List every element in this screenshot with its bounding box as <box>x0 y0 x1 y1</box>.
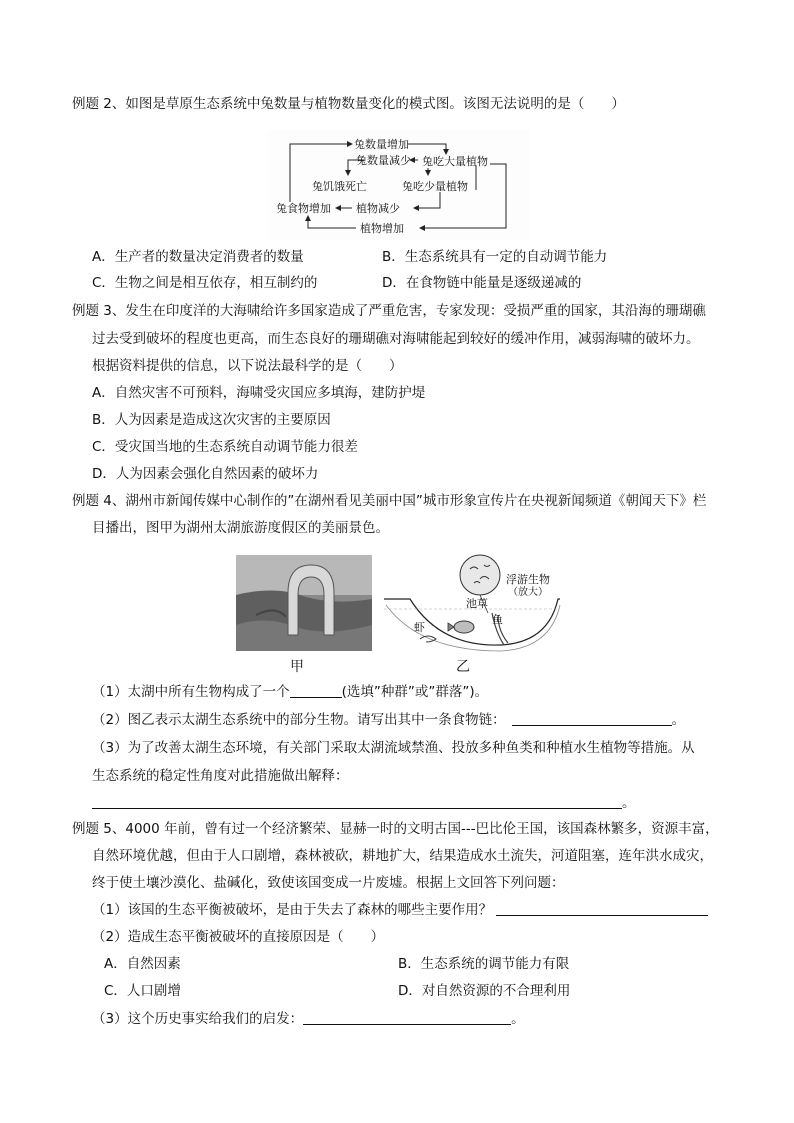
q5-sub2: （2）造成生态平衡被破坏的直接原因是（ ） <box>92 929 385 945</box>
q3-line3: 根据资料提供的信息，以下说法最科学的是（ ） <box>92 358 403 374</box>
diagram-node-plant-decrease: 植物减少 <box>356 202 400 215</box>
q4-sub1-blank[interactable] <box>290 683 342 698</box>
q3-option-b: B．人为因素是造成这次灾害的主要原因 <box>92 412 331 428</box>
q4-line2: 目播出，图甲为湖州太湖旅游度假区的美丽景色。 <box>92 520 389 536</box>
q4-sub2-blank[interactable] <box>512 711 672 726</box>
q4-sub1 <box>92 683 488 701</box>
diagram-node-food-increase: 兔食物增加 <box>276 202 331 215</box>
q5-sub1-blank[interactable] <box>496 901 708 916</box>
q5-option-d: D．对自然资源的不合理利用 <box>398 983 571 999</box>
q4-sub2 <box>92 711 685 729</box>
figure-yi-label: 乙 <box>456 659 470 675</box>
q2-option-a: A．生产者的数量决定消费者的数量 <box>92 249 304 265</box>
q4-sub3-line2: 生态系统的稳定性角度对此措施做出解释： <box>92 768 349 784</box>
figure-jia-label: 甲 <box>290 659 304 675</box>
fig-yi-magnified-label: （放大） <box>508 587 548 598</box>
q4-sub3-blank[interactable] <box>92 794 622 809</box>
q4-sub2-prefix: （2）图乙表示太湖生态系统中的部分生物。请写出其中一条食物链： <box>92 712 506 728</box>
q4-sub3-end: 。 <box>622 795 636 811</box>
q5-option-a: A．自然因素 <box>104 956 181 972</box>
diagram-node-rabbit-eat-little: 兔吃少量植物 <box>402 180 468 193</box>
q5-line3: 终于使土壤沙漠化、盐碱化，致使该国变成一片废墟。根据上文回答下列问题： <box>92 875 565 891</box>
diagram-node-rabbit-increase: 兔数量增加 <box>354 138 409 151</box>
q5-sub3-prefix: （3）这个历史事实给我们的启发： <box>92 1011 304 1027</box>
q4-sub1-prefix: （1）太湖中所有生物构成了一个 <box>92 684 290 700</box>
q3-line2: 过去受到破坏的程度也更高，而生态良好的珊瑚礁对海啸能起到较好的缓冲作用，减弱海啸的破坏力。 <box>92 331 700 347</box>
q3-option-d: D．人为因素会强化自然因素的破坏力 <box>92 466 319 482</box>
figure-yi-illustration <box>380 553 564 653</box>
q5-sub3-suffix: 。 <box>511 1011 525 1027</box>
q5-sub3-blank[interactable] <box>303 1010 511 1025</box>
diagram-node-plant-increase: 植物增加 <box>360 222 404 235</box>
q4-sub3-answer <box>92 794 636 812</box>
fig-yi-shrimp-label: 虾 <box>414 621 425 634</box>
fig-yi-fish-label: 鱼 <box>492 613 503 626</box>
q5-line2: 自然环境优越，但由于人口剧增，森林被砍，耕地扩大，结果造成水土流失，河道阻塞，连年洪水成灾， <box>92 848 713 864</box>
q2-stem: 例题 2、如图是草原生态系统中兔数量与植物数量变化的模式图。该图无法说明的是（ ） <box>72 96 625 112</box>
q4-sub1-suffix: (选填”种群”或”群落”)。 <box>341 684 489 700</box>
q3-option-a: A．自然灾害不可预料，海啸受灾国应多填海，建防护堤 <box>92 385 426 401</box>
fig-yi-weed-label: 池草 <box>466 597 488 610</box>
q3-option-c: C．受灾国当地的生态系统自动调节能力很差 <box>92 439 358 455</box>
figure-jia-photo <box>236 555 372 651</box>
q5-line1: 例题 5、4000 年前，曾有过一个经济繁荣、显赫一时的文明古国---巴比伦王国，该国森林繁多，资源丰富， <box>72 821 719 837</box>
q2-option-c: C．生物之间是相互依存，相互制约的 <box>92 275 318 291</box>
q4-sub3-line1: （3）为了改善太湖生态环境，有关部门采取太湖流域禁渔、投放多种鱼类和种植水生植物等措施。从 <box>92 740 695 756</box>
q4-sub2-suffix: 。 <box>671 712 686 728</box>
q2-option-d: D．在食物链中能量是逐级递减的 <box>382 275 582 291</box>
q2-cycle-diagram <box>268 130 530 240</box>
q2-option-b: B．生态系统具有一定的自动调节能力 <box>382 249 608 265</box>
diagram-node-rabbit-decrease: 兔数量减少 <box>356 154 411 167</box>
diagram-node-rabbit-starve: 兔饥饿死亡 <box>312 180 367 193</box>
q5-sub1 <box>92 901 708 919</box>
q3-line1: 例题 3、发生在印度洋的大海啸给许多国家造成了严重危害，专家发现：受损严重的国家，其沿海的珊瑚礁 <box>72 303 706 319</box>
q5-sub1-text: （1）该国的生态平衡被破坏，是由于失去了森林的哪些主要作用？ <box>92 902 493 918</box>
q5-sub3 <box>92 1010 525 1028</box>
q5-option-c: C．人口剧增 <box>104 983 181 999</box>
diagram-node-rabbit-eat-much: 兔吃大量植物 <box>422 155 488 168</box>
q5-option-b: B．生态系统的调节能力有限 <box>398 956 570 972</box>
q4-line1: 例题 4、湖州市新闻传媒中心制作的”在湖州看见美丽中国”城市形象宣传片在央视新闻频道《朝闻天下》栏 <box>72 493 707 509</box>
fig-yi-plankton-label: 浮游生物 <box>506 573 550 586</box>
